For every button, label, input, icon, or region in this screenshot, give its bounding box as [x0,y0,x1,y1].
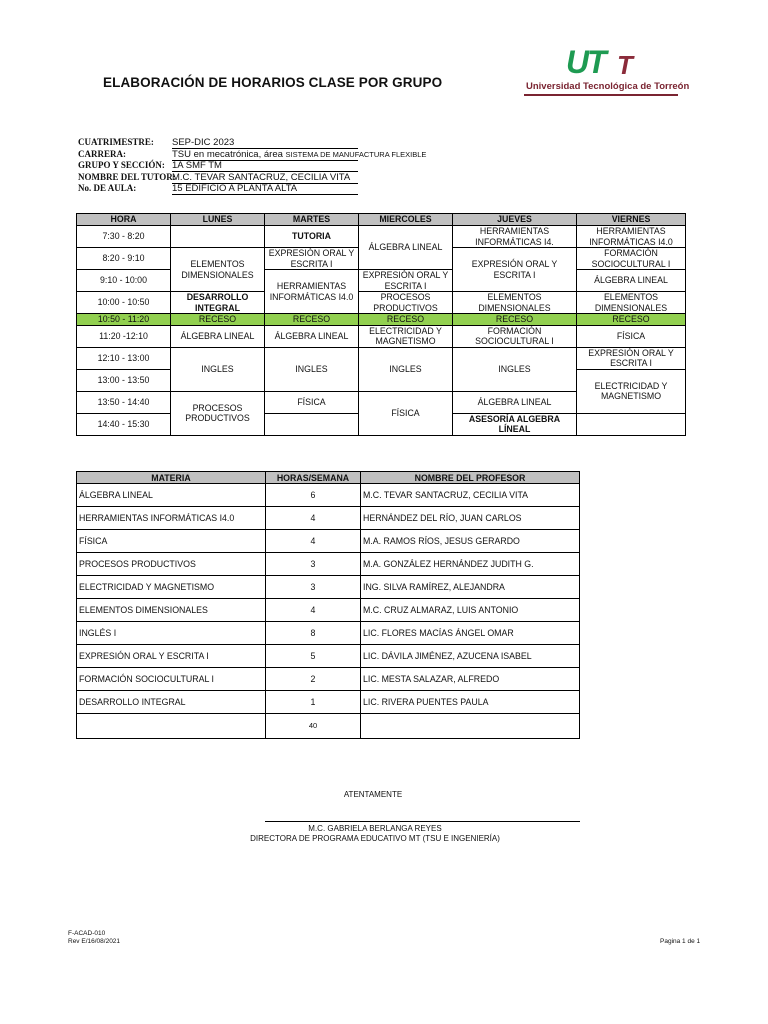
recess-cell: RECESO [359,314,453,326]
header-martes: MARTES [265,214,359,226]
class-cell: INGLES [265,347,359,391]
hour-cell: 10:50 - 11:20 [77,314,171,326]
subject-name: ELECTRICIDAD Y MAGNETISMO [77,576,266,599]
recess-cell: RECESO [265,314,359,326]
subject-hours: 4 [266,599,361,622]
info-value [172,148,427,161]
subject-row [77,622,580,645]
subject-teacher: LIC. MESTA SALAZAR, ALFREDO [361,668,580,691]
career-value: TSU en mecatrónica, área [172,148,283,160]
class-cell: ELEMENTOS DIMENSIONALES [577,292,686,314]
subject-name: HERRAMIENTAS INFORMÁTICAS I4.0 [77,507,266,530]
subject-hours: 2 [266,668,361,691]
info-label: No. DE AULA: [78,183,137,193]
header-lunes: LUNES [171,214,265,226]
schedule-table [76,213,686,436]
class-cell: ELEMENTOS DIMENSIONALES [171,248,265,292]
schedule-row [77,292,686,314]
subject-name: DESARROLLO INTEGRAL [77,691,266,714]
class-cell: FÍSICA [359,391,453,435]
subject-teacher: ING. SILVA RAMÍREZ, ALEJANDRA [361,576,580,599]
subject-row [77,484,580,507]
university-logo [522,44,690,96]
class-cell: ÁLGEBRA LINEAL [265,325,359,347]
class-cell: ÁLGEBRA LINEAL [577,270,686,292]
info-value: M.C. TEVAR SANTACRUZ, CECILIA VITA [172,172,358,184]
class-cell: INGLES [359,347,453,391]
header-horas: HORAS/SEMANA [266,472,361,484]
subject-name: ELEMENTOS DIMENSIONALES [77,599,266,622]
subject-name: FORMACIÓN SOCIOCULTURAL I [77,668,266,691]
hour-cell: 8:20 - 9:10 [77,248,171,270]
logo-mark-t: T [617,50,633,80]
logo-underline [524,94,678,96]
class-cell: HERRAMIENTAS INFORMÁTICAS I4.0 [577,226,686,248]
subject-hours: 8 [266,622,361,645]
logo-mark-ut: UT [566,44,605,80]
class-cell: FORMACIÓN SOCIOCULTURAL I [577,248,686,270]
class-cell: TUTORIA [265,226,359,248]
subject-teacher: LIC. DÁVILA JIMÉNEZ, AZUCENA ISABEL [361,645,580,668]
subject-teacher: LIC. RIVERA PUENTES PAULA [361,691,580,714]
hour-cell: 12:10 - 13:00 [77,347,171,369]
subject-row [77,645,580,668]
class-cell: ELECTRICIDAD Y MAGNETISMO [577,369,686,413]
total-teacher-empty [361,714,580,739]
hour-cell: 13:50 - 14:40 [77,391,171,413]
class-cell: FÍSICA [577,325,686,347]
class-cell: HERRAMIENTAS INFORMÁTICAS I4. [453,226,577,248]
class-cell: INGLES [453,347,577,391]
signature-closing: ATENTAMENTE [343,790,403,799]
subject-hours: 3 [266,576,361,599]
subject-name: FÍSICA [77,530,266,553]
subject-name: PROCESOS PRODUCTIVOS [77,553,266,576]
subjects-total-row [77,714,580,739]
subject-row [77,507,580,530]
info-value: 1A SMF TM [172,160,358,172]
info-label: GRUPO Y SECCIÓN: [78,160,165,170]
class-cell: ELEMENTOS DIMENSIONALES [453,292,577,314]
recess-cell: RECESO [171,314,265,326]
info-label: CUATRIMESTRE: [78,137,154,147]
hour-cell: 10:00 - 10:50 [77,292,171,314]
class-cell-empty [265,413,359,435]
signature-role: DIRECTORA DE PROGRAMA EDUCATIVO MT (TSU E INGENIERÍA) [250,834,500,843]
class-cell: ÁLGEBRA LINEAL [171,325,265,347]
subject-row [77,553,580,576]
subject-hours: 1 [266,691,361,714]
subject-row [77,668,580,691]
class-cell-empty [171,226,265,248]
class-cell: ASESORÍA ALGEBRA LÍNEAL [453,413,577,435]
header-profesor: NOMBRE DEL PROFESOR [361,472,580,484]
info-value: 15 EDIFICIO A PLANTA ALTA [172,183,358,195]
hour-cell: 14:40 - 15:30 [77,413,171,435]
total-label-empty [77,714,266,739]
recess-row [77,314,686,326]
hour-cell: 9:10 - 10:00 [77,270,171,292]
subject-hours: 4 [266,507,361,530]
schedule-row [77,347,686,369]
subject-name: EXPRESIÓN ORAL Y ESCRITA I [77,645,266,668]
class-cell: ÁLGEBRA LINEAL [359,226,453,270]
schedule-row [77,270,686,292]
career-area: SISTEMA DE MANUFACTURA FLEXIBLE [285,149,427,159]
header-miercoles: MIERCOLES [359,214,453,226]
class-cell: PROCESOS PRODUCTIVOS [359,292,453,314]
subject-teacher: HERNÁNDEZ DEL RÍO, JUAN CARLOS [361,507,580,530]
subject-teacher: M.C. TEVAR SANTACRUZ, CECILIA VITA [361,484,580,507]
form-code: F-ACAD-010 [68,930,106,937]
class-cell: EXPRESIÓN ORAL Y ESCRITA I [265,248,359,270]
hour-cell: 11:20 -12:10 [77,325,171,347]
subject-hours: 3 [266,553,361,576]
class-cell: PROCESOS PRODUCTIVOS [171,391,265,435]
recess-cell: RECESO [577,314,686,326]
class-cell: DESARROLLO INTEGRAL [171,292,265,314]
info-label: CARRERA: [78,148,126,159]
class-cell: EXPRESIÓN ORAL Y ESCRITA I [577,347,686,369]
hour-cell: 13:00 - 13:50 [77,369,171,391]
subject-teacher: M.A. RAMOS RÍOS, JESUS GERARDO [361,530,580,553]
subject-teacher: LIC. FLORES MACÍAS ÁNGEL OMAR [361,622,580,645]
class-cell: EXPRESIÓN ORAL Y ESCRITA I [359,270,453,292]
header-jueves: JUEVES [453,214,577,226]
class-cell: ELECTRICIDAD Y MAGNETISMO [359,325,453,347]
class-cell: FÍSICA [265,391,359,413]
logo-university-name: Universidad Tecnológica de Torreón [526,81,690,92]
total-hours: 40 [266,714,361,739]
subject-hours: 4 [266,530,361,553]
schedule-row [77,325,686,347]
class-cell: INGLES [171,347,265,391]
page-number: Pagina 1 de 1 [660,938,701,945]
header-viernes: VIERNES [577,214,686,226]
subject-name: INGLÉS I [77,622,266,645]
header-materia: MATERIA [77,472,266,484]
subjects-table [76,471,580,739]
class-cell: ÁLGEBRA LINEAL [453,391,577,413]
class-cell: EXPRESIÓN ORAL Y ESCRITA I [453,248,577,292]
subject-name: ÁLGEBRA LINEAL [77,484,266,507]
schedule-row [77,226,686,248]
signature-line [265,821,580,822]
class-cell: FORMACIÓN SOCIOCULTURAL I [453,325,577,347]
hour-cell: 7:30 - 8:20 [77,226,171,248]
recess-cell: RECESO [453,314,577,326]
subject-teacher: M.A. GONZÁLEZ HERNÁNDEZ JUDITH G. [361,553,580,576]
subject-row [77,530,580,553]
subject-row [77,576,580,599]
subject-row [77,691,580,714]
class-cell: HERRAMIENTAS INFORMÁTICAS I4.0 [265,270,359,314]
form-revision: Rev E/16/08/2021 [68,938,121,945]
info-value: SEP-DIC 2023 [172,137,358,149]
subject-hours: 6 [266,484,361,507]
subject-row [77,599,580,622]
subject-teacher: M.C. CRUZ ALMARAZ, LUIS ANTONIO [361,599,580,622]
signature-name: M.C. GABRIELA BERLANGA REYES [308,824,442,833]
document-title: ELABORACIÓN DE HORARIOS CLASE POR GRUPO [103,75,443,90]
subject-hours: 5 [266,645,361,668]
schedule-header-row [77,214,686,226]
info-label: NOMBRE DEL TUTOR: [78,171,176,182]
class-cell-empty [577,413,686,435]
header-hora: HORA [77,214,171,226]
subjects-header-row [77,472,580,484]
